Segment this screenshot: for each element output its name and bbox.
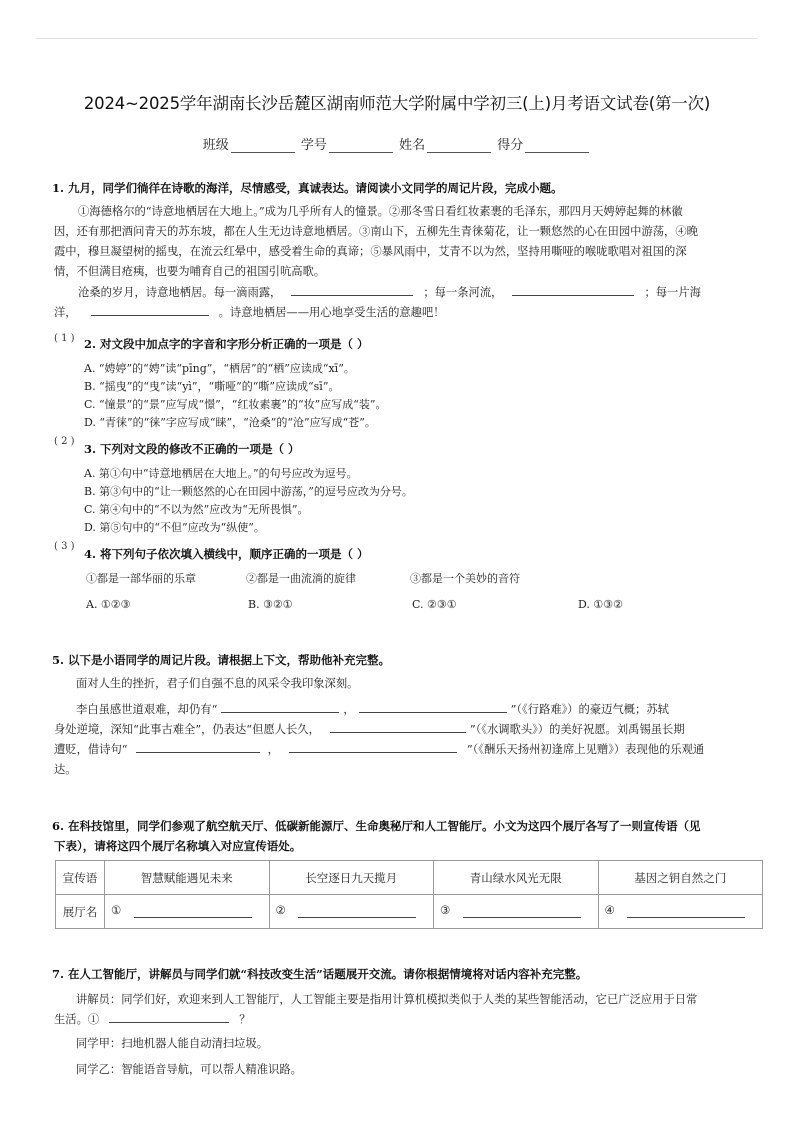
q1-passage-line: 因，还有那把酒问青天的苏东坡，都在人生无边诗意地栖居。③南山下，五柳先生青徕菊花，让一颗悠然的心在田园中游荡，④晚 [54, 225, 698, 238]
q1-passage-line: 霞中，穆旦凝望树的摇曳，在流云红晕中，感受着生命的真谛；⑤暴风雨中，艾青不以为然，坚持用嘶哑的喉咙歌唱对祖国的深 [54, 245, 687, 258]
q6-slogan-cell: 长空逐日九天揽月 [269, 861, 434, 895]
q1-stem: 1. 九月，同学们徜徉在诗歌的海洋，尽情感受，真诚表达。请阅读小文同学的周记片段，完成小题。 [52, 181, 563, 195]
q7-line-1: 讲解员：同学们好，欢迎来到人工智能厅，人工智能主要是指用计算机模拟类似于人类的某些智能活动，它已广泛应用于日常 [76, 993, 698, 1006]
q6-hall-number: ② [275, 902, 286, 917]
q4-item-2: ②都是一曲流淌的旋律 [246, 572, 356, 585]
q1-fill-line [78, 283, 758, 303]
q5-line-1 [76, 700, 766, 720]
q5-text: ”（《行路难》）的豪迈气概；苏轼 [510, 703, 669, 716]
q1-fill-line-2 [54, 303, 754, 323]
q6-slogan-row [56, 861, 763, 895]
exam-title: 2024~2025学年湖南长沙岳麓区湖南师范大学附属中学初三(上)月考语文试卷(第一次) [83, 94, 711, 113]
name-blank[interactable] [427, 138, 491, 153]
q4-option-d[interactable]: D. ①③② [578, 598, 624, 611]
id-label: 学号 [300, 138, 327, 153]
q6-slogan-cell: 青山绿水风光无限 [434, 861, 599, 895]
class-blank[interactable] [231, 138, 295, 153]
q1-text: ；每一条河流， [423, 286, 503, 299]
q4-item-3: ③都是一个美妙的音符 [410, 572, 520, 585]
q6-hall-cell [598, 895, 763, 929]
q6-hall-row [56, 895, 763, 929]
q5-blank-1[interactable] [221, 700, 339, 713]
q2-sub-number: ( 1 ) [54, 333, 75, 344]
q7-stem: 7. 在人工智能厅，讲解员与同学们就“科技改变生活”话题展开交流。请你根据情境将对话内容补充完整。 [52, 967, 588, 981]
id-blank[interactable] [329, 138, 393, 153]
q6-hall-blank-3[interactable] [463, 903, 581, 918]
q6-slogan-header: 宣传语 [56, 861, 105, 895]
q3-stem: 3. 下列对文段的修改不正确的一项是（ ） [84, 442, 300, 456]
q7-text: 生活。① [54, 1013, 100, 1026]
q6-hall-cell [434, 895, 599, 929]
q5-line-2 [54, 720, 685, 740]
q5-stem: 5. 以下是小语同学的周记片段。请根据上下文，帮助他补充完整。 [52, 653, 391, 667]
q7-blank-1[interactable] [109, 1010, 229, 1023]
q6-table [55, 860, 763, 929]
q4-option-c[interactable]: C. ②③① [412, 598, 457, 611]
q6-hall-number: ③ [440, 902, 451, 917]
q6-hall-number: ① [111, 902, 122, 917]
q1-passage-line: 情，不但满目疮痍，也要为哺育自己的祖国引吭高歌。 [54, 265, 326, 278]
q1-passage [54, 202, 754, 282]
q5-text: 李白虽感世道艰难，却仍有“ [76, 703, 218, 716]
student-info-row [0, 134, 794, 153]
q2-option-a[interactable]: A. “娉婷”的“娉”读“pīng”，“栖居”的“栖”应读成“xī”。 [84, 362, 355, 375]
q5-text: 身处逆境，深知“此事古难全”，仍表达“但愿人长久， [54, 723, 320, 736]
q1-passage-line: ①海德格尔的“诗意地栖居在大地上。”成为几乎所有人的憧景。②那冬雪日看红妆素裹的毛泽东，那四月天娉婷起舞的林徽 [78, 205, 683, 218]
q3-option-c[interactable]: C. 第④句中的“不以为然”应改为“无所畏惧”。 [84, 503, 309, 516]
q5-text: ”（《水调歌头》）的美好祝愿。刘禹锡虽长期 [469, 723, 685, 736]
q1-text: 沧桑的岁月，诗意地栖居。每一滴雨露， [78, 286, 282, 299]
q6-hall-blank-4[interactable] [627, 903, 745, 918]
q6-hall-blank-2[interactable] [298, 903, 416, 918]
q3-options [84, 465, 413, 537]
q4-option-a[interactable]: A. ①②③ [86, 598, 131, 611]
q7-text: ？ [239, 1013, 251, 1026]
q3-sub-number: ( 2 ) [54, 436, 75, 447]
q2-option-c[interactable]: C. “憧景”的“景”应写成“憬”，“红妆素裹”的“妆”应写成“装”。 [84, 398, 387, 411]
class-label: 班级 [202, 138, 229, 153]
q1-text: 洋， [54, 306, 77, 319]
q7-line-4: 同学乙：智能语音导航，可以帮人精准识路。 [76, 1063, 302, 1076]
q1-text: 。诗意地栖居——用心地享受生活的意趣吧！ [218, 306, 445, 319]
q4-stem: 4. 将下列句子依次填入横线中，顺序正确的一项是（ ） [84, 547, 369, 561]
q4-option-b[interactable]: B. ③②① [248, 598, 293, 611]
score-blank[interactable] [525, 138, 589, 153]
q5-text: ”（《酬乐天扬州初逢席上见赠》）表现他的乐观通 [466, 743, 705, 756]
q6-hall-cell [105, 895, 270, 929]
q1-text: ；每一片海 [644, 286, 701, 299]
q4-sub-number: ( 3 ) [54, 541, 75, 552]
q5-text: ， [343, 703, 355, 716]
q2-options [84, 360, 387, 432]
q6-hall-number: ④ [604, 902, 615, 917]
q6-hall-blank-1[interactable] [134, 903, 252, 918]
q5-line-4: 达。 [54, 763, 77, 776]
q3-option-d[interactable]: D. 第⑤句中的“不但”应改为“纵使”。 [84, 521, 265, 534]
q5-blank-5[interactable] [289, 740, 457, 753]
q6-stem-line-2: 下表），请将这四个展厅名称填入对应宣传语处。 [54, 839, 302, 853]
top-divider [36, 38, 758, 39]
q7-line-3: 同学甲：扫地机器人能自动清扫垃圾。 [76, 1037, 269, 1050]
q4-item-1: ①都是一部华丽的乐章 [86, 572, 196, 585]
q2-option-d[interactable]: D. “青徕”的“徕”字应写成“睐”，“沧桑”的“沧”应写成“苍”。 [84, 416, 376, 429]
q6-stem-line-1: 6. 在科技馆里，同学们参观了航空航天厅、低碳新能源厅、生命奥秘厅和人工智能厅。小文为这四个展厅各写了一则宣传语（见 [52, 819, 701, 833]
q5-line-3 [54, 740, 704, 760]
q3-option-a[interactable]: A. 第①句中“诗意地栖居在大地上。”的句号应改为逗号。 [84, 467, 358, 480]
q1-blank-2[interactable] [512, 283, 634, 296]
q3-option-b[interactable]: B. 第③句中的“让一颗悠然的心在田园中游荡，”的逗号应改为分号。 [84, 485, 413, 498]
q5-blank-3[interactable] [330, 720, 466, 733]
q6-hall-header: 展厅名 [56, 895, 105, 929]
q6-hall-cell [269, 895, 434, 929]
score-label: 得分 [497, 138, 524, 153]
q5-text: 遭贬，借诗句“ [54, 743, 128, 756]
q5-intro: 面对人生的挫折，君子们自强不息的风采令我印象深刻。 [76, 677, 359, 690]
q2-option-b[interactable]: B. “摇曳”的“曳”读“yì”，“嘶哑”的“嘶”应读成“sī”。 [84, 380, 340, 393]
q5-text: ， [267, 743, 279, 756]
q6-slogan-cell: 智慧赋能遇见未来 [105, 861, 270, 895]
q1-blank-1[interactable] [291, 283, 413, 296]
q5-blank-2[interactable] [359, 700, 507, 713]
q2-stem: 2. 对文段中加点字的字音和字形分析正确的一项是（ ） [84, 337, 369, 351]
q5-blank-4[interactable] [136, 740, 260, 753]
name-label: 姓名 [399, 138, 426, 153]
q1-blank-3[interactable] [91, 303, 209, 316]
q7-line-2 [54, 1010, 251, 1030]
q6-slogan-cell: 基因之钥自然之门 [598, 861, 763, 895]
